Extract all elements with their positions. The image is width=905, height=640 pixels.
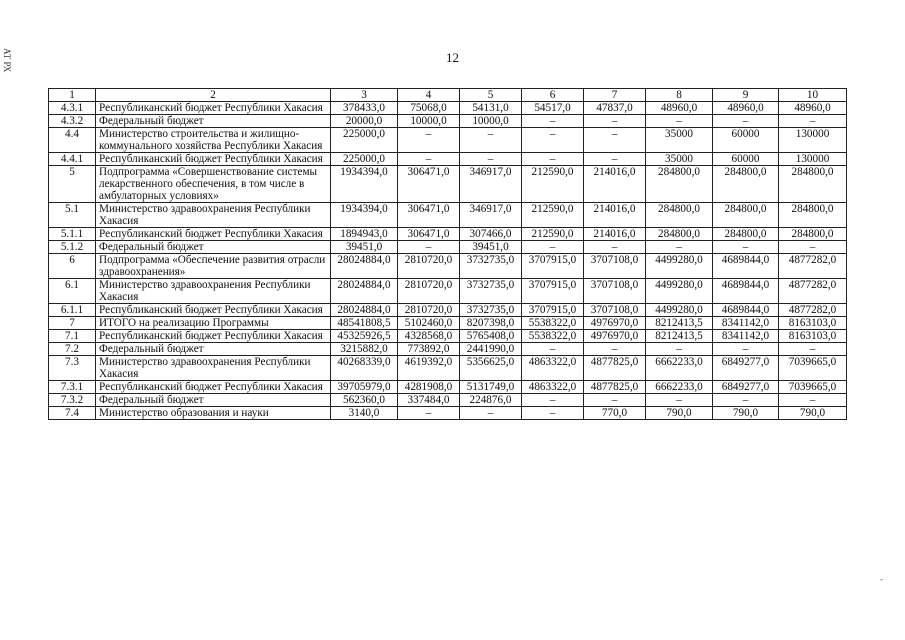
row-value-cell: 378433,0 — [331, 102, 398, 115]
row-value-cell: 8212413,5 — [646, 330, 713, 343]
row-value-cell: 212590,0 — [522, 203, 584, 228]
row-value-cell: 7039665,0 — [779, 356, 847, 381]
row-name-cell: Подпрограмма «Обеспечение развития отрасли здравоохранения» — [96, 254, 331, 279]
row-value-cell: 3707108,0 — [584, 304, 646, 317]
row-name-cell: Республиканский бюджет Республики Хакасия — [96, 102, 331, 115]
row-value-cell: – — [584, 343, 646, 356]
row-value-cell: – — [522, 128, 584, 153]
row-code-cell: 4.3.1 — [49, 102, 96, 115]
row-value-cell: – — [460, 407, 522, 420]
row-name-cell: Федеральный бюджет — [96, 115, 331, 128]
row-value-cell: – — [584, 394, 646, 407]
table-row — [49, 304, 847, 317]
row-name-cell: Министерство здравоохранения Республики Хакасия — [96, 203, 331, 228]
corner-mark: - — [880, 574, 883, 584]
row-value-cell: 10000,0 — [460, 115, 522, 128]
row-value-cell: 8207398,0 — [460, 317, 522, 330]
row-code-cell: 5.1.1 — [49, 228, 96, 241]
row-code-cell: 7 — [49, 317, 96, 330]
row-value-cell: 284800,0 — [713, 228, 779, 241]
row-value-cell: 3732735,0 — [460, 304, 522, 317]
row-value-cell: – — [398, 407, 460, 420]
row-value-cell: 2810720,0 — [398, 279, 460, 304]
row-value-cell: – — [398, 241, 460, 254]
table-row — [49, 153, 847, 166]
row-value-cell: 4689844,0 — [713, 254, 779, 279]
table-row — [49, 381, 847, 394]
row-value-cell: 1934394,0 — [331, 203, 398, 228]
table-row — [49, 356, 847, 381]
row-value-cell: 4281908,0 — [398, 381, 460, 394]
row-value-cell: 214016,0 — [584, 203, 646, 228]
column-header-3: 3 — [331, 89, 398, 102]
row-value-cell: 5356625,0 — [460, 356, 522, 381]
row-value-cell: 35000 — [646, 128, 713, 153]
row-value-cell: 4499280,0 — [646, 304, 713, 317]
row-value-cell: 4689844,0 — [713, 279, 779, 304]
row-value-cell: 284800,0 — [779, 228, 847, 241]
row-value-cell: 790,0 — [779, 407, 847, 420]
table-row — [49, 241, 847, 254]
row-code-cell: 4.4 — [49, 128, 96, 153]
column-header-10: 10 — [779, 89, 847, 102]
row-value-cell: 8163103,0 — [779, 317, 847, 330]
row-name-cell: Подпрограмма «Совершенствование системы лекарственного обеспечения, в том числе в амбулаторных условиях» — [96, 166, 331, 203]
row-value-cell: 790,0 — [646, 407, 713, 420]
row-value-cell: 5765408,0 — [460, 330, 522, 343]
row-value-cell: 224876,0 — [460, 394, 522, 407]
row-value-cell: 306471,0 — [398, 228, 460, 241]
row-value-cell: 39451,0 — [460, 241, 522, 254]
column-header-8: 8 — [646, 89, 713, 102]
row-value-cell: 130000 — [779, 153, 847, 166]
table-row — [49, 394, 847, 407]
row-code-cell: 7.4 — [49, 407, 96, 420]
row-value-cell: 6662233,0 — [646, 356, 713, 381]
row-code-cell: 5.1.2 — [49, 241, 96, 254]
table-body — [49, 89, 847, 420]
row-name-cell: Республиканский бюджет Республики Хакасия — [96, 153, 331, 166]
column-header-6: 6 — [522, 89, 584, 102]
row-value-cell: 346917,0 — [460, 166, 522, 203]
table-row — [49, 228, 847, 241]
row-value-cell: 6662233,0 — [646, 381, 713, 394]
row-value-cell: 790,0 — [713, 407, 779, 420]
row-code-cell: 4.3.2 — [49, 115, 96, 128]
row-value-cell: 4689844,0 — [713, 304, 779, 317]
row-name-cell: Федеральный бюджет — [96, 394, 331, 407]
row-value-cell: 284800,0 — [646, 203, 713, 228]
row-value-cell: – — [713, 241, 779, 254]
row-value-cell: 4499280,0 — [646, 254, 713, 279]
row-value-cell: 3707915,0 — [522, 304, 584, 317]
row-value-cell: – — [779, 115, 847, 128]
row-code-cell: 6.1 — [49, 279, 96, 304]
row-value-cell: – — [584, 241, 646, 254]
row-value-cell: 225000,0 — [331, 128, 398, 153]
row-value-cell: 5538322,0 — [522, 317, 584, 330]
row-value-cell: 4863322,0 — [522, 381, 584, 394]
row-value-cell: 4877282,0 — [779, 254, 847, 279]
row-value-cell: 4976970,0 — [584, 317, 646, 330]
row-value-cell: 2810720,0 — [398, 304, 460, 317]
table-row — [49, 279, 847, 304]
row-value-cell: 3707915,0 — [522, 254, 584, 279]
row-code-cell: 6 — [49, 254, 96, 279]
row-value-cell: 306471,0 — [398, 203, 460, 228]
table-row — [49, 115, 847, 128]
column-header-2: 2 — [96, 89, 331, 102]
row-name-cell: ИТОГО на реализацию Программы — [96, 317, 331, 330]
row-value-cell: 346917,0 — [460, 203, 522, 228]
table-row — [49, 343, 847, 356]
row-value-cell: 40268339,0 — [331, 356, 398, 381]
table-row — [49, 166, 847, 203]
row-value-cell: 54517,0 — [522, 102, 584, 115]
side-margin-mark: АТ РХ — [2, 48, 12, 73]
row-value-cell: 2441990,0 — [460, 343, 522, 356]
row-value-cell: – — [779, 394, 847, 407]
row-name-cell: Республиканский бюджет Республики Хакасия — [96, 330, 331, 343]
row-value-cell: 284800,0 — [646, 166, 713, 203]
row-value-cell: – — [646, 241, 713, 254]
row-value-cell: – — [584, 115, 646, 128]
row-value-cell: – — [522, 115, 584, 128]
row-value-cell: 6849277,0 — [713, 381, 779, 394]
column-header-1: 1 — [49, 89, 96, 102]
row-value-cell: 5538322,0 — [522, 330, 584, 343]
row-value-cell: 4877825,0 — [584, 381, 646, 394]
row-name-cell: Федеральный бюджет — [96, 241, 331, 254]
row-value-cell: – — [646, 115, 713, 128]
row-value-cell: 4499280,0 — [646, 279, 713, 304]
row-value-cell: 4877825,0 — [584, 356, 646, 381]
row-value-cell: 130000 — [779, 128, 847, 153]
row-value-cell: 28024884,0 — [331, 304, 398, 317]
row-value-cell: 214016,0 — [584, 228, 646, 241]
row-code-cell: 7.1 — [49, 330, 96, 343]
row-value-cell: 4877282,0 — [779, 304, 847, 317]
row-value-cell: 39451,0 — [331, 241, 398, 254]
row-code-cell: 7.3.1 — [49, 381, 96, 394]
row-value-cell: – — [460, 153, 522, 166]
row-value-cell: 8341142,0 — [713, 317, 779, 330]
row-code-cell: 4.4.1 — [49, 153, 96, 166]
row-value-cell: 8212413,5 — [646, 317, 713, 330]
row-value-cell: 48541808,5 — [331, 317, 398, 330]
row-code-cell: 7.3 — [49, 356, 96, 381]
row-value-cell: – — [713, 394, 779, 407]
row-value-cell: 7039665,0 — [779, 381, 847, 394]
row-value-cell: 10000,0 — [398, 115, 460, 128]
row-value-cell: 5131749,0 — [460, 381, 522, 394]
table-row — [49, 407, 847, 420]
row-value-cell: – — [584, 128, 646, 153]
row-value-cell: 39705979,0 — [331, 381, 398, 394]
row-name-cell: Федеральный бюджет — [96, 343, 331, 356]
row-value-cell: 284800,0 — [779, 203, 847, 228]
table-row — [49, 203, 847, 228]
row-value-cell: 3707915,0 — [522, 279, 584, 304]
row-value-cell: – — [522, 407, 584, 420]
column-header-4: 4 — [398, 89, 460, 102]
row-value-cell: 337484,0 — [398, 394, 460, 407]
row-code-cell: 7.3.2 — [49, 394, 96, 407]
row-value-cell: – — [713, 343, 779, 356]
row-value-cell: – — [779, 241, 847, 254]
row-value-cell: 212590,0 — [522, 166, 584, 203]
column-header-9: 9 — [713, 89, 779, 102]
row-value-cell: 28024884,0 — [331, 279, 398, 304]
row-value-cell: 54131,0 — [460, 102, 522, 115]
row-code-cell: 6.1.1 — [49, 304, 96, 317]
row-name-cell: Министерство образования и науки — [96, 407, 331, 420]
row-value-cell: 214016,0 — [584, 166, 646, 203]
row-value-cell: 284800,0 — [646, 228, 713, 241]
row-name-cell: Республиканский бюджет Республики Хакасия — [96, 304, 331, 317]
row-value-cell: – — [584, 153, 646, 166]
row-name-cell: Республиканский бюджет Республики Хакасия — [96, 381, 331, 394]
column-header-5: 5 — [460, 89, 522, 102]
table-row — [49, 128, 847, 153]
row-value-cell: 8341142,0 — [713, 330, 779, 343]
row-code-cell: 5.1 — [49, 203, 96, 228]
row-value-cell: 60000 — [713, 128, 779, 153]
row-value-cell: 3215882,0 — [331, 343, 398, 356]
row-value-cell: 4976970,0 — [584, 330, 646, 343]
row-value-cell: 48960,0 — [713, 102, 779, 115]
row-value-cell: – — [398, 128, 460, 153]
row-value-cell: – — [398, 153, 460, 166]
row-value-cell: 307466,0 — [460, 228, 522, 241]
row-value-cell: 75068,0 — [398, 102, 460, 115]
row-value-cell: 45325926,5 — [331, 330, 398, 343]
row-value-cell: 4328568,0 — [398, 330, 460, 343]
row-value-cell: – — [522, 241, 584, 254]
row-value-cell: 6849277,0 — [713, 356, 779, 381]
row-value-cell: 4863322,0 — [522, 356, 584, 381]
row-value-cell: 284800,0 — [713, 166, 779, 203]
page-number: 12 — [446, 50, 459, 65]
row-value-cell: – — [779, 343, 847, 356]
row-value-cell: – — [522, 343, 584, 356]
table-row — [49, 317, 847, 330]
row-name-cell: Республиканский бюджет Республики Хакасия — [96, 228, 331, 241]
row-value-cell: 2810720,0 — [398, 254, 460, 279]
row-value-cell: 284800,0 — [713, 203, 779, 228]
row-value-cell: 284800,0 — [779, 166, 847, 203]
row-value-cell: – — [460, 128, 522, 153]
row-value-cell: 225000,0 — [331, 153, 398, 166]
column-header-7: 7 — [584, 89, 646, 102]
row-value-cell: 8163103,0 — [779, 330, 847, 343]
row-value-cell: 3732735,0 — [460, 279, 522, 304]
row-value-cell: – — [522, 394, 584, 407]
row-value-cell: 773892,0 — [398, 343, 460, 356]
row-value-cell: 35000 — [646, 153, 713, 166]
row-value-cell: – — [646, 394, 713, 407]
row-value-cell: 1934394,0 — [331, 166, 398, 203]
row-code-cell: 5 — [49, 166, 96, 203]
row-value-cell: 3707108,0 — [584, 254, 646, 279]
table-header-row — [49, 89, 847, 102]
row-value-cell: 3140,0 — [331, 407, 398, 420]
table-row — [49, 102, 847, 115]
row-value-cell: 3732735,0 — [460, 254, 522, 279]
budget-table — [48, 88, 847, 420]
row-value-cell: 48960,0 — [646, 102, 713, 115]
row-value-cell: 60000 — [713, 153, 779, 166]
row-value-cell: 770,0 — [584, 407, 646, 420]
row-name-cell: Министерство здравоохранения Республики Хакасия — [96, 279, 331, 304]
table-row — [49, 254, 847, 279]
row-value-cell: 1894943,0 — [331, 228, 398, 241]
row-value-cell: 20000,0 — [331, 115, 398, 128]
row-value-cell: 5102460,0 — [398, 317, 460, 330]
row-value-cell: – — [522, 153, 584, 166]
row-value-cell: – — [713, 115, 779, 128]
row-name-cell: Министерство строительства и жилищно-коммунального хозяйства Республики Хакасия — [96, 128, 331, 153]
row-value-cell: 47837,0 — [584, 102, 646, 115]
row-code-cell: 7.2 — [49, 343, 96, 356]
row-value-cell: – — [646, 343, 713, 356]
row-value-cell: 3707108,0 — [584, 279, 646, 304]
row-value-cell: 4619392,0 — [398, 356, 460, 381]
row-value-cell: 212590,0 — [522, 228, 584, 241]
row-name-cell: Министерство здравоохранения Республики Хакасия — [96, 356, 331, 381]
row-value-cell: 306471,0 — [398, 166, 460, 203]
row-value-cell: 48960,0 — [779, 102, 847, 115]
table-row — [49, 330, 847, 343]
row-value-cell: 562360,0 — [331, 394, 398, 407]
row-value-cell: 28024884,0 — [331, 254, 398, 279]
row-value-cell: 4877282,0 — [779, 279, 847, 304]
